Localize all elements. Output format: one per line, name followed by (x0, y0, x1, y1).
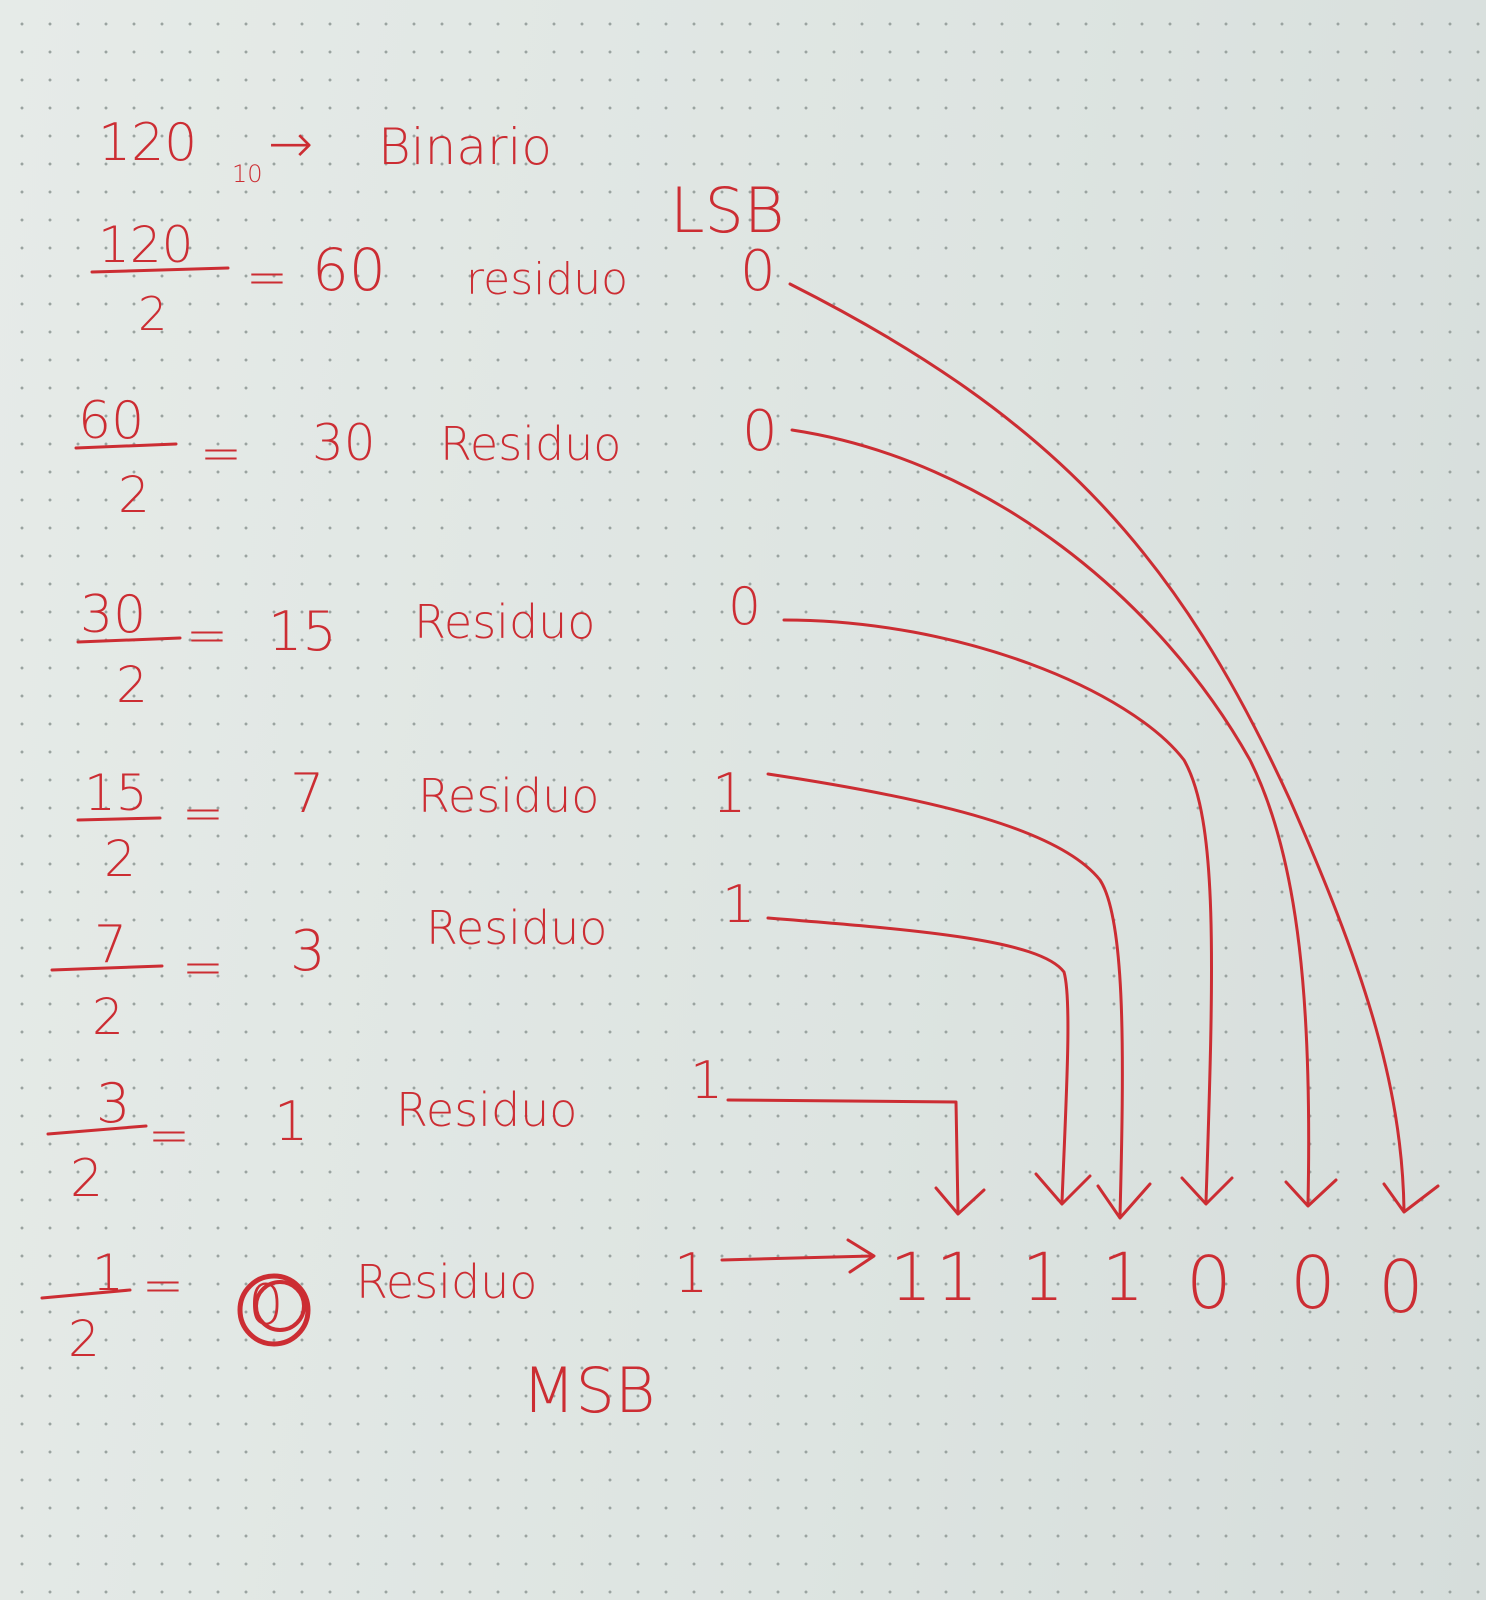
step-remainder: 1 (674, 1242, 709, 1305)
division-step-5 (52, 875, 755, 1046)
step-numerator: 7 (94, 915, 128, 975)
step-numerator: 30 (80, 585, 147, 645)
arrow-bit-5 (728, 1100, 958, 1212)
header-number: 120 (98, 113, 198, 173)
step-word: Residuo (356, 1255, 538, 1309)
step-equals: = (246, 248, 288, 306)
step-equals: = (200, 424, 242, 482)
step-numerator: 3 (96, 1072, 131, 1135)
arrow-bit-2 (784, 620, 1212, 1202)
step-quotient: 1 (274, 1090, 309, 1153)
division-step-7 (42, 1242, 708, 1368)
division-step-3 (78, 577, 761, 714)
step-denominator: 2 (118, 466, 150, 524)
msb-label: MSB (522, 1354, 656, 1427)
step-quotient: 3 (290, 919, 326, 984)
arrow-bit-3 (768, 774, 1122, 1216)
arrow-bit-4 (768, 918, 1068, 1202)
result-digit: 1 (936, 1239, 978, 1316)
step-denominator: 2 (70, 1149, 104, 1209)
result-digit: 1 (1022, 1239, 1064, 1316)
step-remainder: 0 (728, 577, 762, 637)
step-denominator: 2 (104, 830, 136, 888)
step-numerator: 120 (98, 216, 194, 274)
step-denominator: 2 (116, 656, 148, 714)
arrowhead (1384, 1184, 1438, 1212)
step-word: Residuo (414, 595, 596, 649)
step-equals: = (186, 606, 228, 664)
division-step-2 (76, 391, 778, 524)
step-remainder: 0 (740, 239, 776, 304)
step-denominator: 2 (68, 1310, 100, 1368)
step-word: Residuo (426, 901, 608, 955)
arrow-bit-6 (722, 1256, 872, 1260)
step-equals: = (182, 784, 224, 842)
fraction-bar (52, 966, 162, 970)
header-arrow: → (268, 112, 314, 175)
step-denominator: 2 (138, 287, 168, 341)
step-remainder: 1 (722, 875, 756, 935)
step-equals: = (182, 938, 224, 996)
step-numerator: 15 (84, 764, 148, 822)
arrowhead (936, 1188, 984, 1214)
step-word: Residuo (418, 769, 600, 823)
step-word: residuo (466, 254, 629, 305)
result-digit: 0 (1290, 1241, 1336, 1325)
division-step-6 (48, 1051, 723, 1209)
step-numerator: 1 (92, 1244, 124, 1302)
binary-result (890, 1239, 1424, 1329)
result-digit: 1 (1102, 1239, 1144, 1316)
step-remainder: 0 (742, 399, 778, 464)
result-digit: 0 (1378, 1245, 1424, 1329)
step-quotient: 30 (312, 414, 376, 472)
step-remainder: 1 (712, 762, 747, 825)
fraction-bar (78, 818, 160, 820)
step-numerator: 60 (78, 391, 145, 451)
arrowhead (1286, 1180, 1336, 1206)
result-digit: 0 (1186, 1241, 1232, 1325)
step-quotient: 60 (312, 236, 386, 304)
step-word: Residuo (396, 1083, 578, 1137)
step-quotient: 15 (268, 600, 337, 663)
step-quotient: 0 (248, 1273, 284, 1338)
arrow-bit-1 (792, 430, 1309, 1204)
remainder-arrows (722, 284, 1438, 1272)
division-step-4 (78, 762, 746, 888)
header-target: Binario (378, 118, 552, 176)
arrowhead (1098, 1184, 1150, 1218)
step-equals: = (148, 1106, 190, 1164)
lsb-label: LSB (670, 174, 785, 247)
step-remainder: 1 (690, 1051, 724, 1111)
step-word: Residuo (440, 417, 622, 471)
header-base: 10 (232, 160, 263, 188)
step-denominator: 2 (92, 988, 124, 1046)
step-equals: = (142, 1256, 184, 1314)
step-quotient: 7 (290, 762, 325, 825)
arrow-bit-0 (790, 284, 1404, 1210)
result-digit: 1 (890, 1239, 932, 1316)
